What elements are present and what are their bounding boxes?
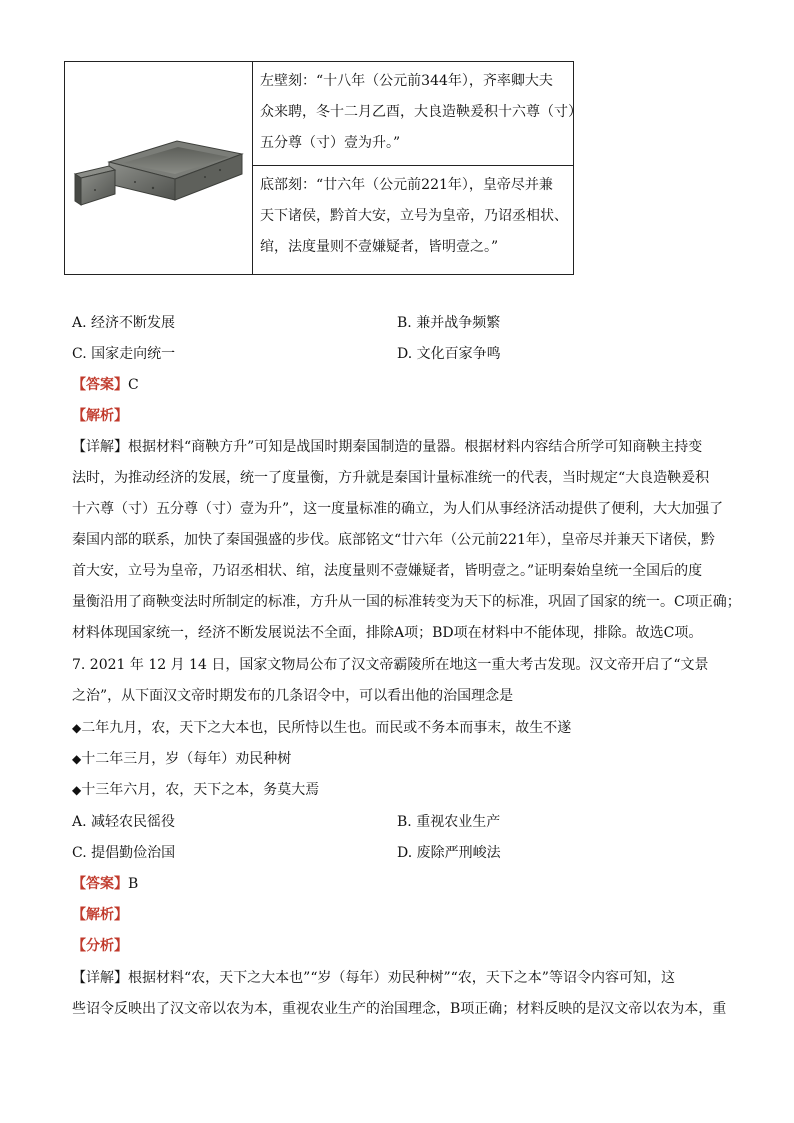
q6-option-c: C. 国家走向统一	[72, 346, 176, 362]
fenxi-label: 【分析】	[72, 938, 128, 954]
q6-option-b: B. 兼并战争频繁	[397, 315, 501, 331]
q6-answer	[72, 370, 139, 401]
inscription-line: 绾，法度量则不壹嫌疑者，皆明壹之。”	[260, 239, 499, 255]
q6-analysis-label	[72, 401, 128, 432]
answer-value: C	[128, 377, 139, 393]
left-wall-inscription	[253, 62, 582, 166]
artifact-photo-cell	[65, 62, 253, 274]
answer-label: 【答案】	[72, 876, 128, 892]
q7-option-a: A. 减轻农民徭役	[72, 814, 176, 830]
q7-option-d: D. 废除严刑峻法	[397, 845, 501, 861]
q7-stem-line: 之治”，从下面汉文帝时期发布的几条诏令中，可以看出他的治国理念是	[72, 688, 514, 704]
q7-detail-line: 【详解】根据材料“农，天下之大本也”“岁（每年）劝民种树”“农，天下之本”等诏令内容可知，这	[72, 970, 675, 986]
q6-detail-line: 材料体现国家统一，经济不断发展说法不全面，排除A项；BD项在材料中不能体现，排除。故选C项。	[72, 625, 703, 641]
q6-detail-line: 十六尊（寸）五分尊（寸）壹为升”，这一度量标准的确立，为人们从事经济活动提供了便利，大大加强了	[72, 501, 724, 517]
q7-option-c: C. 提倡勤俭治国	[72, 845, 176, 861]
inscription-line: 左壁刻：“十八年（公元前344年），齐率卿大夫	[260, 73, 553, 89]
q6-option-a: A. 经济不断发展	[72, 315, 176, 331]
shang-yang-square-sheng-image	[65, 62, 253, 274]
q6-detail-line: 法时，为推动经济的发展，统一了度量衡，方升就是秦国计量标准统一的代表，当时规定“大良造鞅爰积	[72, 470, 710, 486]
q7-bullet	[72, 744, 291, 775]
bullet-text: 十二年三月，岁（每年）劝民种树	[81, 751, 292, 767]
analysis-label: 【解析】	[72, 907, 128, 923]
diamond-bullet-icon: ◆	[72, 783, 82, 797]
diamond-bullet-icon: ◆	[72, 752, 82, 766]
answer-value: B	[128, 876, 139, 892]
answer-label: 【答案】	[72, 377, 128, 393]
bullet-text: 十三年六月，农，天下之本，务莫大焉	[81, 782, 320, 798]
artifact-table	[64, 61, 582, 275]
analysis-label: 【解析】	[72, 408, 128, 424]
inscription-line: 五分尊（寸）壹为升。”	[260, 135, 401, 151]
inscription-line: 众来聘，冬十二月乙酉，大良造鞅爰积十六尊（寸）	[260, 104, 582, 120]
q6-detail-line: 秦国内部的联系，加快了秦国强盛的步伐。底部铭文“廿六年（公元前221年），皇帝尽并兼天下诸侯，黔	[72, 532, 715, 548]
inscription-line: 天下诸侯，黔首大安，立号为皇帝，乃诏丞相状、	[260, 208, 568, 224]
q7-analysis-label	[72, 900, 128, 931]
q6-detail-line: 首大安，立号为皇帝，乃诏丞相状、绾，法度量则不壹嫌疑者，皆明壹之。”证明秦始皇统一全国后的度	[72, 563, 703, 579]
q7-bullet	[72, 775, 319, 806]
q6-option-d: D. 文化百家争鸣	[397, 346, 501, 362]
q7-option-b: B. 重视农业生产	[397, 814, 501, 830]
q7-stem-line: 7. 2021 年 12 月 14 日，国家文物局公布了汉文帝霸陵所在地这一重大考古发现。汉文帝开启了“文景	[72, 657, 709, 673]
q7-bullet	[72, 713, 571, 744]
inscription-line: 底部刻：“廿六年（公元前221年），皇帝尽并兼	[260, 177, 553, 193]
q7-answer	[72, 869, 138, 900]
bullet-text: 二年九月，农，天下之大本也，民所恃以生也。而民或不务本而事末，故生不遂	[81, 720, 572, 736]
q7-fenxi-label	[72, 931, 128, 962]
q7-detail-line: 些诏令反映出了汉文帝以农为本，重视农业生产的治国理念，B项正确；材料反映的是汉文帝以农为本，重	[72, 1001, 727, 1017]
bottom-inscription	[253, 166, 573, 274]
q6-detail-line: 【详解】根据材料“商鞅方升”可知是战国时期秦国制造的量器。根据材料内容结合所学可知商鞅主持变	[72, 439, 703, 455]
diamond-bullet-icon: ◆	[72, 721, 82, 735]
q6-detail-line: 量衡沿用了商鞅变法时所制定的标准，方升从一国的标准转变为天下的标准，巩固了国家的统一。C项正确；	[72, 594, 741, 610]
